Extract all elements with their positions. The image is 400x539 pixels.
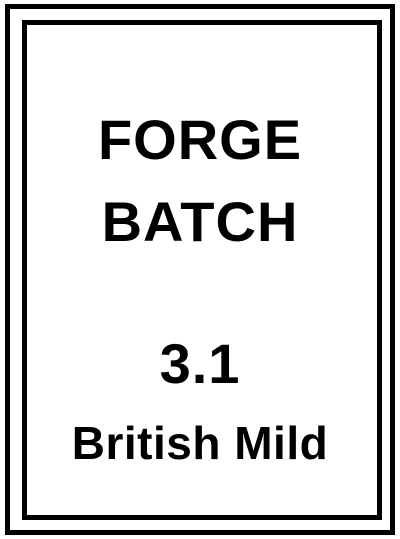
label-title-line-1: FORGE — [97, 108, 303, 171]
label-title-line-2: BATCH — [101, 190, 299, 253]
batch-number: 3.1 — [159, 332, 241, 395]
beer-style: British Mild — [71, 417, 329, 469]
